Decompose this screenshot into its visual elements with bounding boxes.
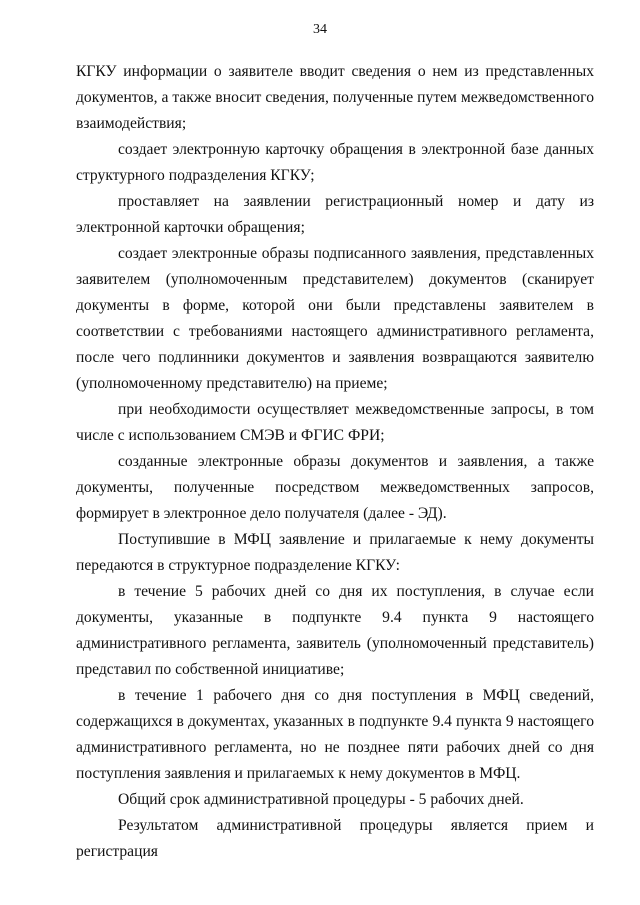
paragraph: создает электронную карточку обращения в электронной базе данных структурного подразделения КГКУ; (76, 141, 594, 184)
paragraph: создает электронные образы подписанного заявления, представленных заявителем (уполномоченным представителем) документов (сканирует документы в форме, которой они были представлены заявителем в соответствии с требованиями настоящего административного регламента, после чего подлинники документов и заявления возвращаются заявителю (уполномоченному представителю) на приеме; (76, 245, 594, 392)
paragraph: созданные электронные образы документов и заявления, а также документы, полученные посредством межведомственных запросов, формирует в электронное дело получателя (далее - ЭД). (76, 453, 594, 522)
paragraph: в течение 5 рабочих дней со дня их поступления, в случае если документы, указанные в подпункте 9.4 пункта 9 настоящего административного регламента, заявитель (уполномоченный представитель) представил по собственной инициативе; (76, 583, 594, 678)
paragraph: в течение 1 рабочего дня со дня поступления в МФЦ сведений, содержащихся в документах, указанных в подпункте 9.4 пункта 9 настоящего административного регламента, но не позднее пяти рабочих дней со дня поступления заявления и прилагаемых к нему документов в МФЦ. (76, 687, 594, 782)
paragraph: Поступившие в МФЦ заявление и прилагаемые к нему документы передаются в структурное подразделение КГКУ: (76, 531, 594, 574)
page-number: 34 (313, 22, 327, 37)
paragraph: Общий срок административной процедуры - 5 рабочих дней. (118, 791, 524, 808)
paragraph: при необходимости осуществляет межведомственные запросы, в том числе с использованием СМЭВ и ФГИС ФРИ; (76, 401, 594, 444)
paragraph: проставляет на заявлении регистрационный номер и дату из электронной карточки обращения; (76, 193, 594, 236)
paragraph-continuation: КГКУ информации о заявителе вводит сведения о нем из представленных документов, а также вносит сведения, полученные путем межведомственного взаимодействия; (76, 63, 594, 132)
paragraph: Результатом административной процедуры является прием и регистрация (76, 817, 594, 860)
body-text (76, 59, 594, 865)
